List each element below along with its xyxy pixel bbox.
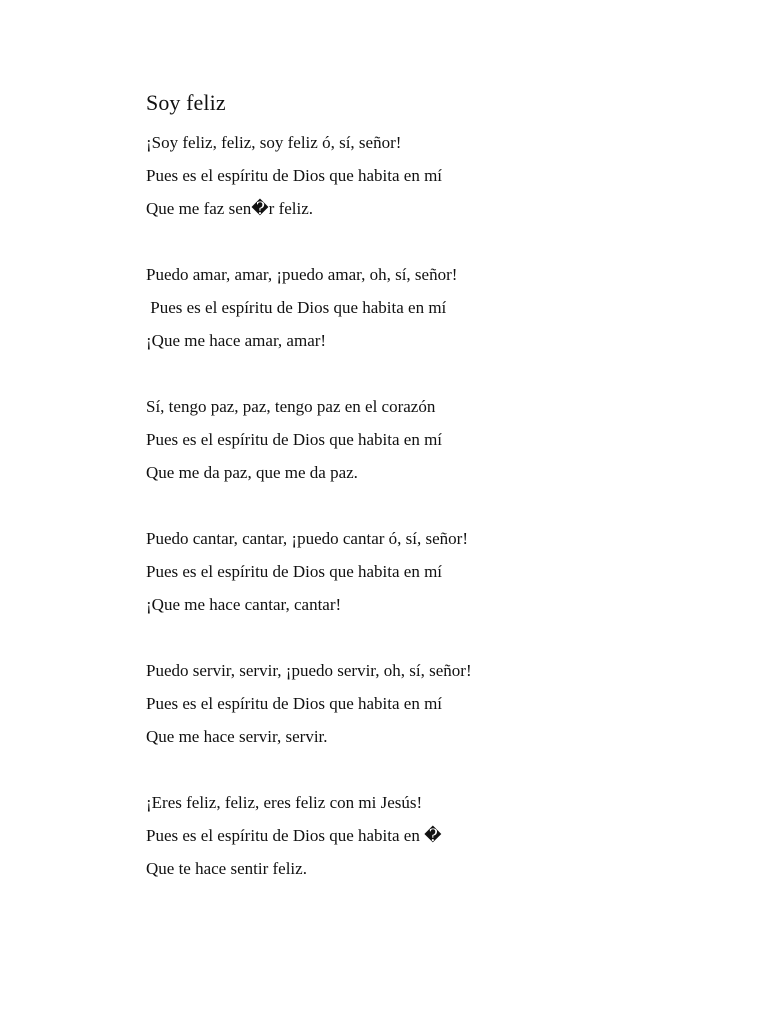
- stanza-3: [146, 390, 706, 489]
- stanza-line: Pues es el espíritu de Dios que habita en mí: [146, 166, 443, 185]
- stanza-line: ¡Que me hace amar, amar!: [146, 331, 327, 350]
- stanza-5: [146, 654, 706, 753]
- stanza-line: Puedo servir, servir, ¡puedo servir, oh, sí, señor!: [146, 661, 472, 680]
- stanza-line: ¡Soy feliz, feliz, soy feliz ó, sí, señor!: [146, 133, 402, 152]
- song-title: Soy feliz: [146, 90, 226, 115]
- stanza-line: Que me hace servir, servir.: [146, 727, 328, 746]
- stanza-line: Pues es el espíritu de Dios que habita en �: [146, 826, 442, 845]
- stanza-1: [146, 126, 706, 225]
- stanza-line: Pues es el espíritu de Dios que habita en mí: [146, 694, 443, 713]
- stanza-line: ¡Eres feliz, feliz, eres feliz con mi Jesús!: [146, 793, 423, 812]
- stanza-line: Sí, tengo paz, paz, tengo paz en el corazón: [146, 397, 436, 416]
- stanza-line: Pues es el espíritu de Dios que habita en mí: [146, 430, 443, 449]
- stanza-4: [146, 522, 706, 621]
- stanza-line: Pues es el espíritu de Dios que habita en mí: [146, 562, 443, 581]
- stanza-line: Puedo amar, amar, ¡puedo amar, oh, sí, señor!: [146, 265, 458, 284]
- stanza-line: Que te hace sentir feliz.: [146, 859, 307, 878]
- stanza-line: Que me faz sen�r feliz.: [146, 199, 314, 218]
- document-page: [146, 88, 706, 918]
- stanza-line: ¡Que me hace cantar, cantar!: [146, 595, 342, 614]
- stanza-line: Que me da paz, que me da paz.: [146, 463, 358, 482]
- stanza-6: [146, 786, 706, 885]
- stanza-2: [146, 258, 706, 357]
- stanza-line: Pues es el espíritu de Dios que habita en mí: [146, 298, 447, 317]
- stanza-line: Puedo cantar, cantar, ¡puedo cantar ó, sí, señor!: [146, 529, 468, 548]
